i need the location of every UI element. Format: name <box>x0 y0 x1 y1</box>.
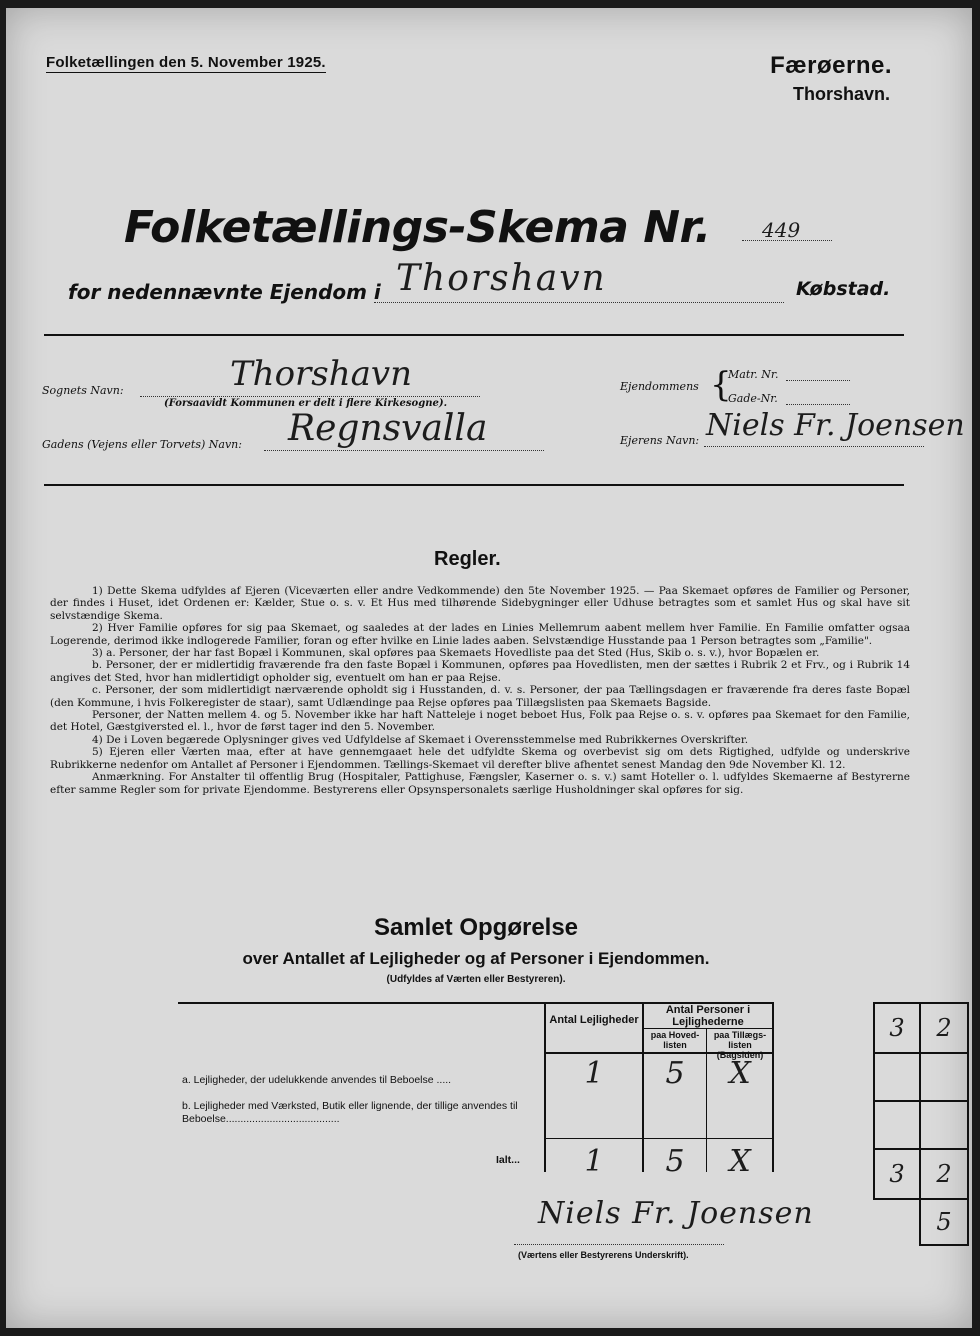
rule-paragraph: 3) a. Personer, der har fast Bopæl i Kommunen, skal opføres paa Skemaets Hovedliste paa det Sted (Hus, Skib o. s. v.), hvor Bopælen er. <box>92 647 820 660</box>
town-fill-line <box>374 302 784 303</box>
owner-signature: Niels Fr. Joensen <box>538 1196 814 1231</box>
census-form-page <box>6 8 972 1328</box>
summary-title: Samlet Opgørelse <box>373 914 579 941</box>
row-b-label: b. Lejligheder med Værksted, Butik eller lignende, der tillige anvendes til Beboelse....................................... <box>182 1100 518 1125</box>
tally-r1c2: 2 <box>919 1002 969 1054</box>
signature-label: (Værtens eller Bestyrerens Underskrift). <box>518 1250 689 1260</box>
town-name: Thorshavn. <box>792 84 890 104</box>
rules-heading: Regler. <box>434 548 501 570</box>
matr-label: Matr. Nr. <box>728 368 779 381</box>
table-vline-3 <box>706 1028 707 1172</box>
street-handwritten: Regnsvalla <box>288 408 488 449</box>
rule-paragraph: c. Personer, der som midlertidigt nærværende opholdt sig i Husstanden, d. v. s. Personer, der paa Tællingsdagen er fraværende fra deres faste Bopæl (den Kommune, i hvis Folkeregister de staar), samt Udlændinge paa Rejse opføres paa Tillægslisten paa Skemaets Bagside. <box>50 684 910 709</box>
tally-r1c1: 3 <box>873 1002 921 1054</box>
owner-label: Ejerens Navn: <box>620 434 700 447</box>
kobstad-label: Købstad. <box>796 278 891 300</box>
gade-label: Gade-Nr. <box>728 392 778 405</box>
col-persons-header: Antal Personer i Lejlighederne <box>665 1004 751 1028</box>
form-title: Folketællings-Skema Nr. <box>124 202 711 253</box>
matr-line <box>786 380 850 381</box>
tally-r4c1: 3 <box>873 1148 921 1200</box>
parish-handwritten: Thorshavn <box>230 354 413 394</box>
signature-line <box>514 1244 724 1245</box>
town-handwritten: Thorshavn <box>396 258 607 299</box>
tally-r2c2 <box>919 1052 969 1102</box>
gade-line <box>786 404 850 405</box>
owner-line <box>704 446 924 447</box>
row-a-supp: X <box>729 1056 751 1091</box>
tally-r5c2: 5 <box>919 1198 969 1246</box>
row-total-label: Ialt... <box>496 1154 520 1166</box>
rule-paragraph: Personer, der Natten mellem 4. og 5. November ikke har haft Natteleje i noget beboet Hus, Folk paa Rejse o. s. v. opføres paa Skemaet for den Familie, det Hotel, Gæstgiversted el. l., hvor de først tager ind den 5. November. <box>50 709 910 734</box>
tally-r3c2 <box>919 1100 969 1150</box>
col-main-header: paa Hoved-listen <box>650 1030 700 1050</box>
tally-r4c2: 2 <box>919 1148 969 1200</box>
row-total-supp: X <box>729 1144 751 1179</box>
col-apartments-header: Antal Lejligheder <box>549 1014 639 1026</box>
rule-paragraph: 4) De i Loven begærede Oplysninger gives ved Udfyldelse af Skemaet i Overensstemmelse med Rubrikkernes Overskrifter. <box>92 733 749 746</box>
tally-r2c1 <box>873 1052 921 1102</box>
street-label: Gadens (Vejens eller Torvets) Navn: <box>42 438 242 451</box>
rule-paragraph: 1) Dette Skema udfyldes af Ejeren (Viceværten eller andre Vedkommende) den 5te November 1925. — Paa Skemaet opføres de Familier og Personer, der findes i Huset, idet Ordenen er: Kælder, Stue o. s. v. Et Hus med tilhørende Sidebygninger eller Udhuse betragtes som et samlet Hus og skal have sit selvstændige Skema. <box>50 585 910 622</box>
property-label: Ejendommens <box>620 380 699 393</box>
parish-line <box>140 396 480 397</box>
summary-note: (Udfyldes af Værten eller Bestyreren). <box>386 974 566 985</box>
top-divider <box>44 334 904 336</box>
side-tally-grid <box>873 1002 969 1246</box>
parish-label: Sognets Navn: <box>42 384 124 397</box>
table-total-line <box>544 1138 772 1139</box>
rule-paragraph: 2) Hver Familie opføres for sig paa Skemaet, og saaledes at der lades en Linies Mellemrum aabent mellem hver Familie. En Familie omfatter ogsaa Logerende, derimod ikke indlogerede Familier, foran og efter hvilke en Linie lades aaben. Selvstændige Husstande paa 1 Person betragtes som „Familie". <box>50 622 910 647</box>
parish-note: (Forsaavidt Kommunen er delt i flere Kirkesogne). <box>164 398 448 409</box>
form-number-handwritten: 449 <box>762 218 801 242</box>
table-vline-4 <box>772 1002 774 1172</box>
rule-paragraph: 5) Ejeren eller Værten maa, efter at have gennemgaaet hele det udfyldte Skema og overbevist sig om dets Rigtighed, udfylde og underskrive Rubrikkerne nedenfor om Antallet af Personer i Ejendommen. Tællings-Skemaet vil derefter blive afhentet senest Mandag den 9de November Kl. 12. <box>50 746 910 771</box>
census-date-header: Folketællingen den 5. November 1925. <box>46 54 326 71</box>
table-subheader-line <box>642 1028 772 1029</box>
rules-text <box>50 585 910 796</box>
rule-note: Anmærkning. For Anstalter til offentlig Brug (Hospitaler, Pattighuse, Fængsler, Kaserner o. s. v.) samt Hoteller o. l. udfyldes Skemaerne af Bestyrerne efter samme Regler som for private Ejendomme. Bestyrerens eller Opsynspersonalets særlige Husholdninger skal opføres for sig. <box>50 771 910 796</box>
row-a-label: a. Lejligheder, der udelukkende anvendes til Beboelse ..... <box>182 1074 452 1086</box>
row-total-apartments: 1 <box>584 1144 604 1179</box>
rule-paragraph: b. Personer, der er midlertidig fraværende fra den faste Bopæl i Kommunen, opføres paa Hovedlisten, men der sættes i Rubrik 2 et Frv., og i Rubrik 14 angives det Sted, hvor han midlertidigt opholder sig, eventuelt om han er paa Rejse. <box>50 659 910 684</box>
row-total-main: 5 <box>665 1144 685 1179</box>
brace-icon: { <box>710 365 732 405</box>
col-supp-header: paa Tillægs-listen (Bagsiden) <box>713 1030 767 1060</box>
tally-r3c1 <box>873 1100 921 1150</box>
form-subtitle: for nedennævnte Ejendom i <box>68 280 381 304</box>
summary-subtitle: over Antallet af Lejligheder og af Personer i Ejendommen. <box>242 949 710 968</box>
region-name: Færøerne. <box>770 52 892 79</box>
row-a-apartments: 1 <box>584 1056 604 1091</box>
fields-divider <box>44 484 904 486</box>
row-a-main: 5 <box>665 1056 685 1091</box>
owner-handwritten: Niels Fr. Joensen <box>706 408 965 443</box>
street-line <box>264 450 544 451</box>
